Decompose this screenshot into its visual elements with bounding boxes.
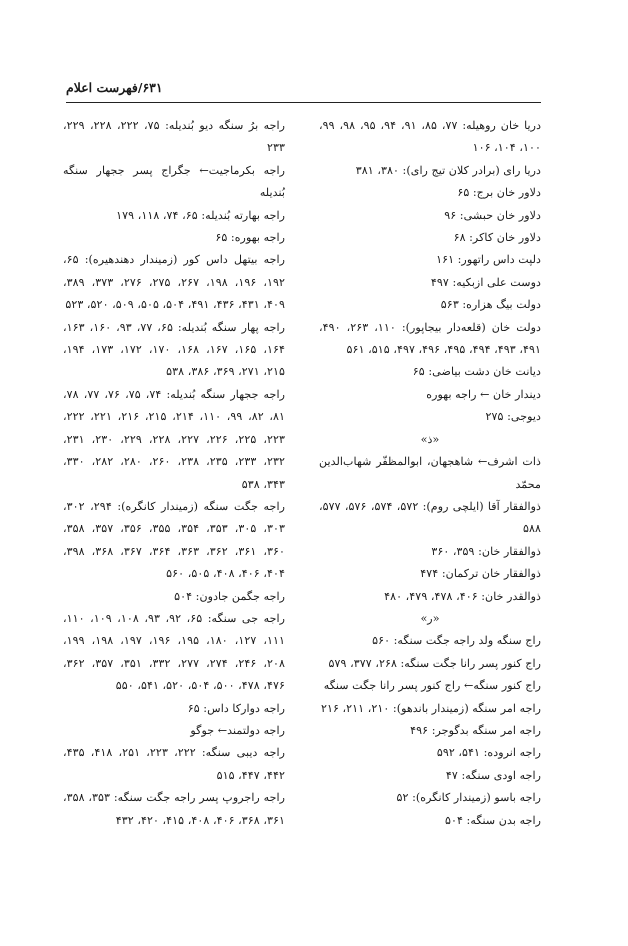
index-entry: راجه بهوره: ۶۵ xyxy=(215,231,285,245)
index-entry: راجه انروده: ۵۴۱، ۵۹۲ xyxy=(436,746,541,760)
page-header xyxy=(66,80,541,103)
index-entry: ذوالقدر خان: ۴۰۶، ۴۷۸، ۴۷۹، ۴۸۰ xyxy=(384,589,541,603)
index-entry: دوست علی ازبکیه: ۴۹۷ xyxy=(430,275,541,289)
index-column-right xyxy=(319,115,541,832)
index-entry: ذوالفقار آقا (ایلچی روم): ۵۷۲، ۵۷۴، ۵۷۶، ۵۷۷، ۵۸۸ xyxy=(319,499,542,536)
index-entry: راجه اودی سنگه: ۴۷ xyxy=(445,768,541,782)
index-entry: دولت بیگ هزاره: ۵۶۳ xyxy=(440,298,541,312)
index-entry: دلاور خان حبشی: ۹۶ xyxy=(444,208,541,222)
index-entry: راجه بهارته بُندیله: ۶۵، ۷۴، ۱۱۸، ۱۷۹ xyxy=(116,208,285,222)
header-title: ۶۳۱/فهرست اعلام xyxy=(66,80,163,95)
index-entry: راجه دیبی سنگه: ۲۲۲، ۲۲۳، ۲۵۱، ۴۱۸، ۴۳۵، ۴۴۲، ۴۴۷، ۵۱۵ xyxy=(63,746,285,782)
index-entry: راجه راجروپ پسر راجه جگت سنگه: ۳۵۳، ۳۵۸، ۳۶۱، ۳۶۸، ۴۰۶، ۴۰۸، ۴۱۵، ۴۲۰، ۴۳۲ xyxy=(63,791,286,827)
index-entry: راجه دولتمند← جوگو xyxy=(190,723,285,737)
index-entry: دریا خان روهیله: ۷۷، ۸۵، ۹۱، ۹۴، ۹۵، ۹۸، ۹۹، ۱۰۰، ۱۰۴، ۱۰۶ xyxy=(319,119,542,155)
index-entry: راجه جگت سنگه (زمیندار کانگره): ۲۹۴، ۳۰۲، ۳۰۳، ۳۰۵، ۳۵۳، ۳۵۴، ۳۵۵، ۳۵۶، ۳۵۷، ۳۵۸، ۳۶۰، ۳۶۱، ۳۶۲، ۳۶۳، ۳۶۴، ۳۶۷، ۳۶۸، ۳۹۸، ۴۰۴، ۴۰۶، ۴۰۸، ۵۰۵، ۵۶۰ xyxy=(63,499,286,581)
index-entry: ذوالفقار خان: ۳۵۹، ۳۶۰ xyxy=(431,544,541,558)
index-entry: راج کنور سنگه← راج کنور پسر رانا جگت سنگه xyxy=(323,679,541,693)
index-entry: ذوالفقار خان ترکمان: ۴۷۴ xyxy=(420,567,541,581)
index-entry: راجه بکرماجیت← جگراج پسر ججهار سنگه بُندیله xyxy=(63,163,285,200)
index-entry: راجه باسو (زمیندار کانگره): ۵۲ xyxy=(396,791,541,805)
index-entry: راجه جی سنگه: ۶۵، ۹۲، ۹۳، ۱۰۸، ۱۰۹، ۱۱۰، ۱۱۱، ۱۲۷، ۱۸۰، ۱۹۵، ۱۹۶، ۱۹۷، ۱۹۸، ۱۹۹، ۲۰۸، ۲۴۶، ۲۷۴، ۲۷۷، ۳۳۲، ۳۵۱، ۳۵۷، ۳۶۲، ۴۷۶، ۴۷۸، ۵۰۰، ۵۰۴، ۵۲۰، ۵۴۱، ۵۵۰ xyxy=(63,611,286,693)
section-letter-re: «ر» xyxy=(420,611,440,625)
index-entry: راجه دوارکا داس: ۶۵ xyxy=(187,701,285,715)
index-entry: دولت خان (قلعه‌دار بیجاپور): ۱۱۰، ۲۶۳، ۴۹۰، ۴۹۱، ۴۹۳، ۴۹۴، ۴۹۵، ۴۹۶، ۴۹۷، ۵۱۵، ۵۶۱ xyxy=(319,320,541,357)
index-entry: راجه بدن سنگه: ۵۰۴ xyxy=(444,813,541,827)
index-entry: دیوجی: ۲۷۵ xyxy=(485,410,541,424)
index-entry: راجه پهار سنگه بُندیله: ۶۵، ۷۷، ۹۳، ۱۶۰، ۱۶۳، ۱۶۴، ۱۶۵، ۱۶۷، ۱۶۸، ۱۷۰، ۱۷۲، ۱۷۳، ۱۹۴، ۲۱۵، ۲۷۱، ۳۶۹، ۳۸۶، ۵۳۸ xyxy=(63,320,286,379)
index-entry: راجه امر سنگه بدگوجر: ۴۹۶ xyxy=(410,723,541,737)
index-entry: راجه امر سنگه (زمیندار باندهو): ۲۱۰، ۲۱۱، ۲۱۶ xyxy=(320,701,541,715)
index-entry: راج کنور پسر رانا جگت سنگه: ۲۶۸، ۳۷۷، ۵۷۹ xyxy=(328,656,541,670)
index-entry: دلپت داس راتهور: ۱۶۱ xyxy=(436,253,541,267)
section-letter-zal: «ذ» xyxy=(420,432,440,446)
index-entry: راجه جگمن جادون: ۵۰۴ xyxy=(174,589,285,603)
index-entry: دیانت خان دشت بیاضی: ۶۵ xyxy=(412,365,541,379)
index-entry: راجه بیتهل داس کور (زمیندار دهندهیره): ۶۵، ۱۹۲، ۱۹۶، ۱۹۸، ۲۶۷، ۲۷۵، ۲۷۶، ۳۷۳، ۳۸۹، ۴۰۹، ۴۳۱، ۴۳۶، ۴۹۱، ۵۰۴، ۵۰۵، ۵۰۹، ۵۲۰، ۵۲۳ xyxy=(63,253,286,312)
index-entry: دریا رای (برادر کلان تیج رای): ۳۸۰، ۳۸۱ xyxy=(355,163,541,177)
index-entry: دیندار خان ← راجه بهوره xyxy=(426,387,541,401)
index-entry: راج سنگه ولد راجه جگت سنگه: ۵۶۰ xyxy=(372,634,541,648)
index-entry: ذات اشرف← شاهجهان، ابوالمظفّر شهاب‌الدین محمّد xyxy=(319,455,541,491)
index-column-left xyxy=(63,115,285,832)
index-entry: راجه ججهار سنگه بُندیله: ۷۴، ۷۵، ۷۶، ۷۷، ۷۸، ۸۱، ۸۲، ۹۹، ۱۱۰، ۲۱۴، ۲۱۵، ۲۱۶، ۲۲۱، ۲۲۲، ۲۲۳، ۲۲۵، ۲۲۶، ۲۲۷، ۲۲۸، ۲۲۹، ۲۳۰، ۲۳۱، ۲۳۲، ۲۳۳، ۲۳۵، ۲۳۸، ۲۶۰، ۲۸۰، ۲۸۲، ۳۳۰، ۳۴۳، ۵۳۸ xyxy=(63,387,286,491)
index-entry: دلاور خان کاکر: ۶۸ xyxy=(453,231,541,245)
index-entry: راجه برُ سنگه دیو بُندیله: ۷۵، ۲۲۲، ۲۲۸، ۲۲۹، ۲۳۳ xyxy=(63,119,285,155)
index-entry: دلاور خان برج: ۶۵ xyxy=(457,186,541,200)
